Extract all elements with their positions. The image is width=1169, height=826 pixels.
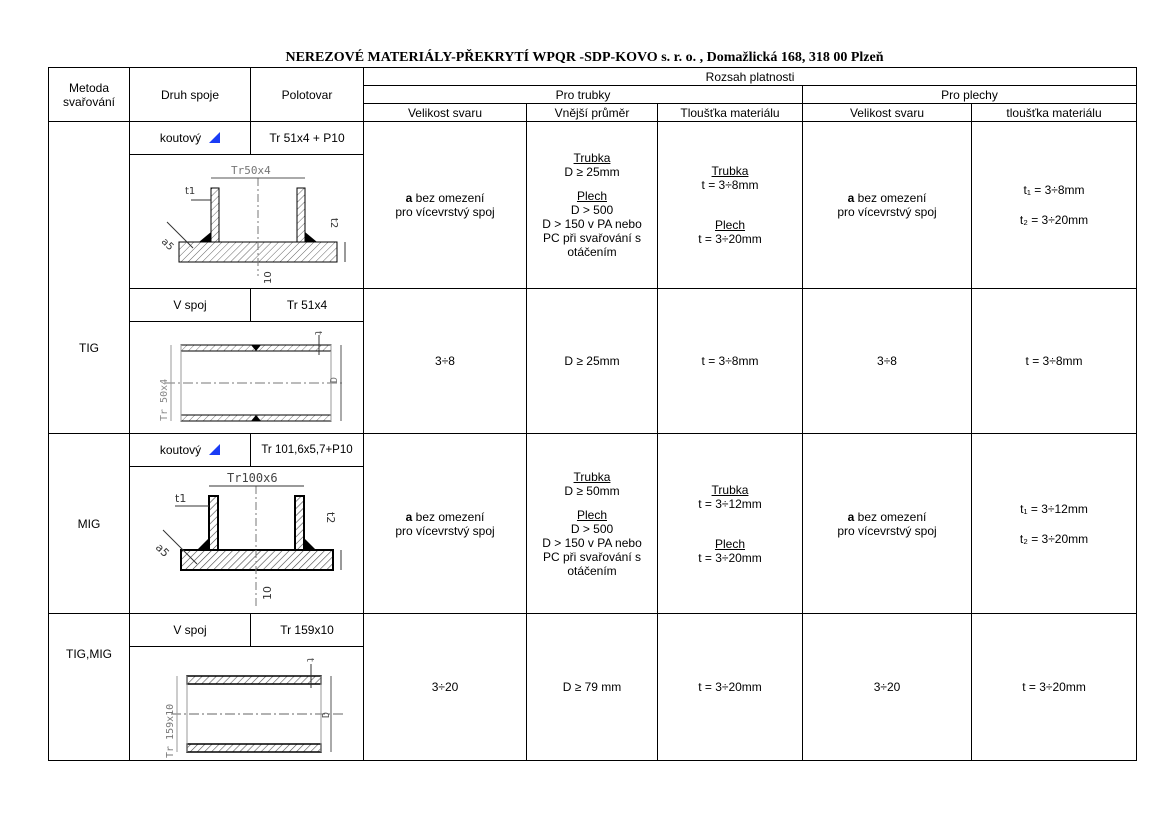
dim-t1: t1 xyxy=(184,185,195,197)
header-pro-trubky: Pro trubky xyxy=(364,86,803,104)
cell-polotovar: Tr 51x4 + P10 xyxy=(251,122,364,155)
fillet-weld-icon xyxy=(209,444,220,455)
dim-tube: Tr 50x4 xyxy=(158,378,170,421)
drawing-fillet-mig xyxy=(130,467,364,614)
dim-10: 10 xyxy=(260,585,274,600)
dim-t2: t2 xyxy=(327,217,339,228)
cell-tloustka-plechy: t = 3÷8mm xyxy=(972,289,1137,434)
cell-velikost-svaru-plechy: 3÷8 xyxy=(803,289,972,434)
dim-a: a5 xyxy=(152,540,172,560)
cell-druh-koutovy: koutový xyxy=(130,434,251,467)
cell-tloustka-plechy: t₁ = 3÷8mm t₂ = 3÷20mm xyxy=(972,122,1137,289)
document-title: NEREZOVÉ MATERIÁLY-PŘEKRYTÍ WPQR -SDP-KOVO s. r. o. , Domažlická 168, 318 00 Plzeň xyxy=(285,50,884,65)
cell-polotovar: Tr 51x4 xyxy=(251,289,364,322)
header-velikost-svaru-plechy: Velikost svaru xyxy=(803,104,972,122)
cell-velikost-svaru-plechy: 3÷20 xyxy=(803,614,972,761)
header-vnejsi-prumer: Vnější průměr xyxy=(527,104,658,122)
cell-tloustka-plechy: t₁ = 3÷12mm t₂ = 3÷20mm xyxy=(972,434,1137,614)
drawing-vjoint-tig-mig xyxy=(130,647,364,761)
cell-metoda-mig: MIG xyxy=(49,434,130,614)
dim-10: 10 xyxy=(262,270,274,284)
dim-d: D xyxy=(320,711,332,718)
header-tloustka-trubky: Tloušťka materiálu xyxy=(658,104,803,122)
cell-druh-koutovy: koutový xyxy=(130,122,251,155)
dim-t2: t2 xyxy=(323,511,337,523)
header-pro-plechy: Pro plechy xyxy=(803,86,1137,104)
cell-vnejsi-prumer: Trubka D ≥ 50mm Plech D > 500 D > 150 v PA nebo PC při svařování s otáčením xyxy=(527,434,658,614)
drawing-fillet-tig xyxy=(130,155,364,289)
dim-tube: Tr50x4 xyxy=(230,163,271,177)
cell-druh-vspoj: V spoj xyxy=(130,614,251,647)
cell-vnejsi-prumer: D ≥ 79 mm xyxy=(527,614,658,761)
cell-tloustka-trubky: Trubka t = 3÷12mm Plech t = 3÷20mm xyxy=(658,434,803,614)
header-polotovar: Polotovar xyxy=(251,68,364,122)
header-druh-spoje: Druh spoje xyxy=(130,68,251,122)
header-metoda: Metoda svařování xyxy=(49,68,130,122)
cell-velikost-svaru: 3÷20 xyxy=(364,614,527,761)
cell-metoda-tig: TIG xyxy=(49,122,130,434)
dim-tube: Tr100x6 xyxy=(226,470,278,485)
cell-polotovar: Tr 159x10 xyxy=(251,614,364,647)
dim-d: D xyxy=(328,376,340,383)
cell-velikost-svaru-plechy: a bez omezení pro vícevrstvý spoj xyxy=(803,434,972,614)
header-tloustka-plechy: tloušťka materiálu xyxy=(972,104,1137,122)
cell-vnejsi-prumer: D ≥ 25mm xyxy=(527,289,658,434)
dim-t: t xyxy=(311,330,323,335)
dim-tube: Tr 159x10 xyxy=(164,703,176,758)
dim-t1: t1 xyxy=(174,491,186,505)
dim-a: a5 xyxy=(158,235,175,253)
fillet-weld-icon xyxy=(209,132,220,143)
cell-druh-vspoj: V spoj xyxy=(130,289,251,322)
cell-polotovar: Tr 101,6x5,7+P10 xyxy=(251,434,364,467)
header-rozsah: Rozsah platnosti xyxy=(364,68,1137,86)
dim-t: t xyxy=(303,657,315,662)
wpqr-table xyxy=(48,67,1137,761)
cell-tloustka-trubky: Trubka t = 3÷8mm Plech t = 3÷20mm xyxy=(658,122,803,289)
cell-tloustka-trubky: t = 3÷8mm xyxy=(658,289,803,434)
drawing-vjoint-tig xyxy=(130,322,364,434)
cell-vnejsi-prumer: Trubka D ≥ 25mm Plech D > 500 D > 150 v PA nebo PC při svařování s otáčením xyxy=(527,122,658,289)
cell-velikost-svaru: a bez omezení pro vícevrstvý spoj xyxy=(364,122,527,289)
cell-tloustka-plechy: t = 3÷20mm xyxy=(972,614,1137,761)
cell-velikost-svaru-plechy: a bez omezení pro vícevrstvý spoj xyxy=(803,122,972,289)
cell-velikost-svaru: 3÷8 xyxy=(364,289,527,434)
cell-velikost-svaru: a bez omezení pro vícevrstvý spoj xyxy=(364,434,527,614)
cell-tloustka-trubky: t = 3÷20mm xyxy=(658,614,803,761)
cell-metoda-tig-mig: TIG,MIG xyxy=(49,614,130,761)
header-velikost-svaru: Velikost svaru xyxy=(364,104,527,122)
